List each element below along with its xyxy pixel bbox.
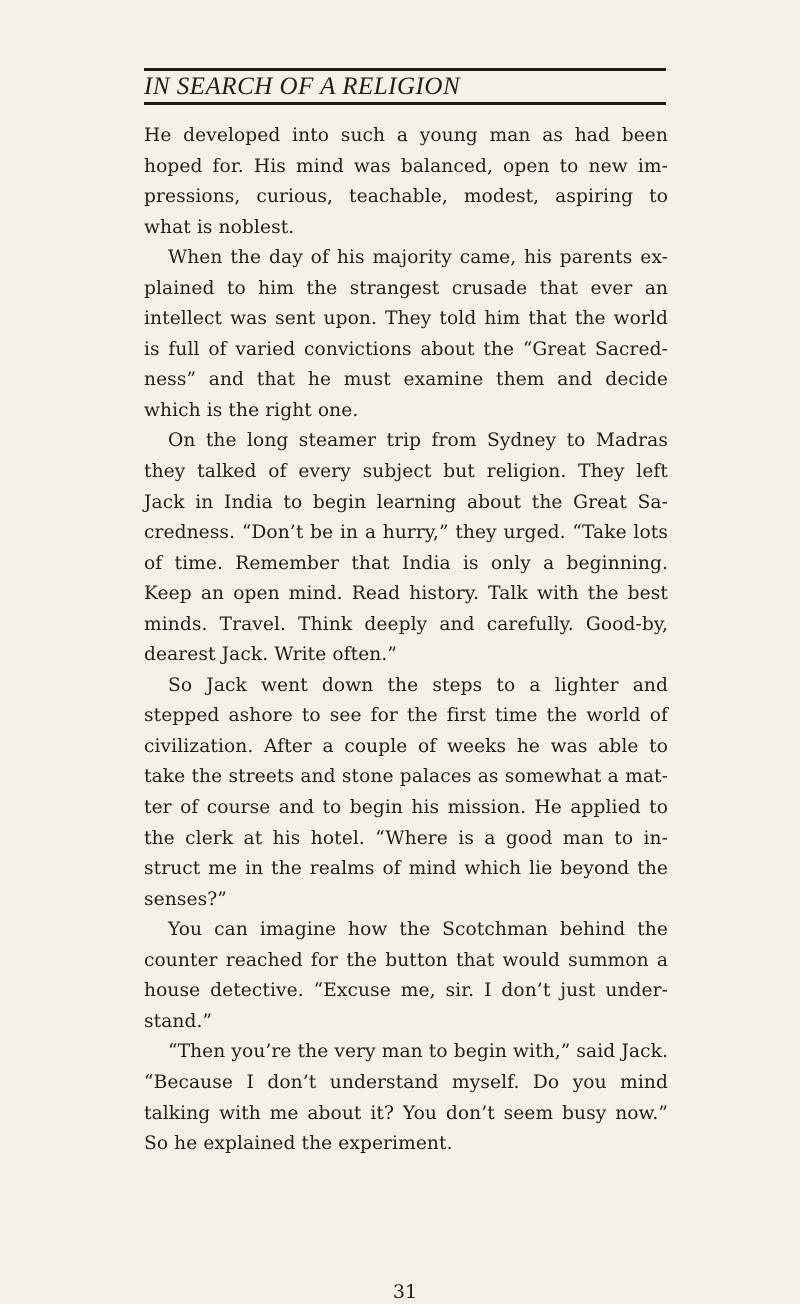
- page-number: 31: [392, 1281, 418, 1303]
- paragraph-3: On the long steamer trip from Sydney to Madras they talked of every subject but religion. They left Jack in India to begin learning about the Great Sa-credness. “Don’t be in a hurry,” they urged. “Take lots of time. Remember that India is only a beginning. Keep an open mind. Read history. Talk with the best minds. Travel. Think deeply and carefully. Good-by, dearest Jack. Write often.”: [144, 430, 668, 666]
- running-head-title: IN SEARCH OF A RELIGION: [144, 73, 461, 100]
- header-rule-top: [144, 68, 666, 71]
- paragraph-2: When the day of his majority came, his parents ex-plained to him the strangest crusade that ever an intellect was sent upon. They told him that the world is full of varied convictions about the “Great Sacred-ness” and that he must examine them and decide which is the right one.: [144, 247, 668, 421]
- paragraph-4: So Jack went down the steps to a lighter and stepped ashore to see for the first time the world of civilization. After a couple of weeks he was able to take the streets and stone palaces as somewhat a mat-ter of course and to begin his mission. He applied to the clerk at his hotel. “Where is a good man to in-struct me in the realms of mind which lie beyond the senses?”: [144, 674, 668, 910]
- page-content: [144, 68, 668, 1303]
- body-text: [144, 121, 668, 1160]
- paragraph-1: He developed into such a young man as had been hoped for. His mind was balanced, open to new im-pressions, curious, teachable, modest, aspiring to what is noblest.: [144, 125, 668, 238]
- header-rule-bottom: [144, 102, 666, 105]
- paragraph-6: “Then you’re the very man to begin with,” said Jack. “Because I don’t understand myself. Do you mind talking with me about it? You don’t seem busy now.” So he explained the experiment.: [144, 1041, 668, 1155]
- paragraph-5: You can imagine how the Scotchman behind the counter reached for the button that would summon a house detective. “Excuse me, sir. I don’t just under-stand.”: [144, 919, 668, 1032]
